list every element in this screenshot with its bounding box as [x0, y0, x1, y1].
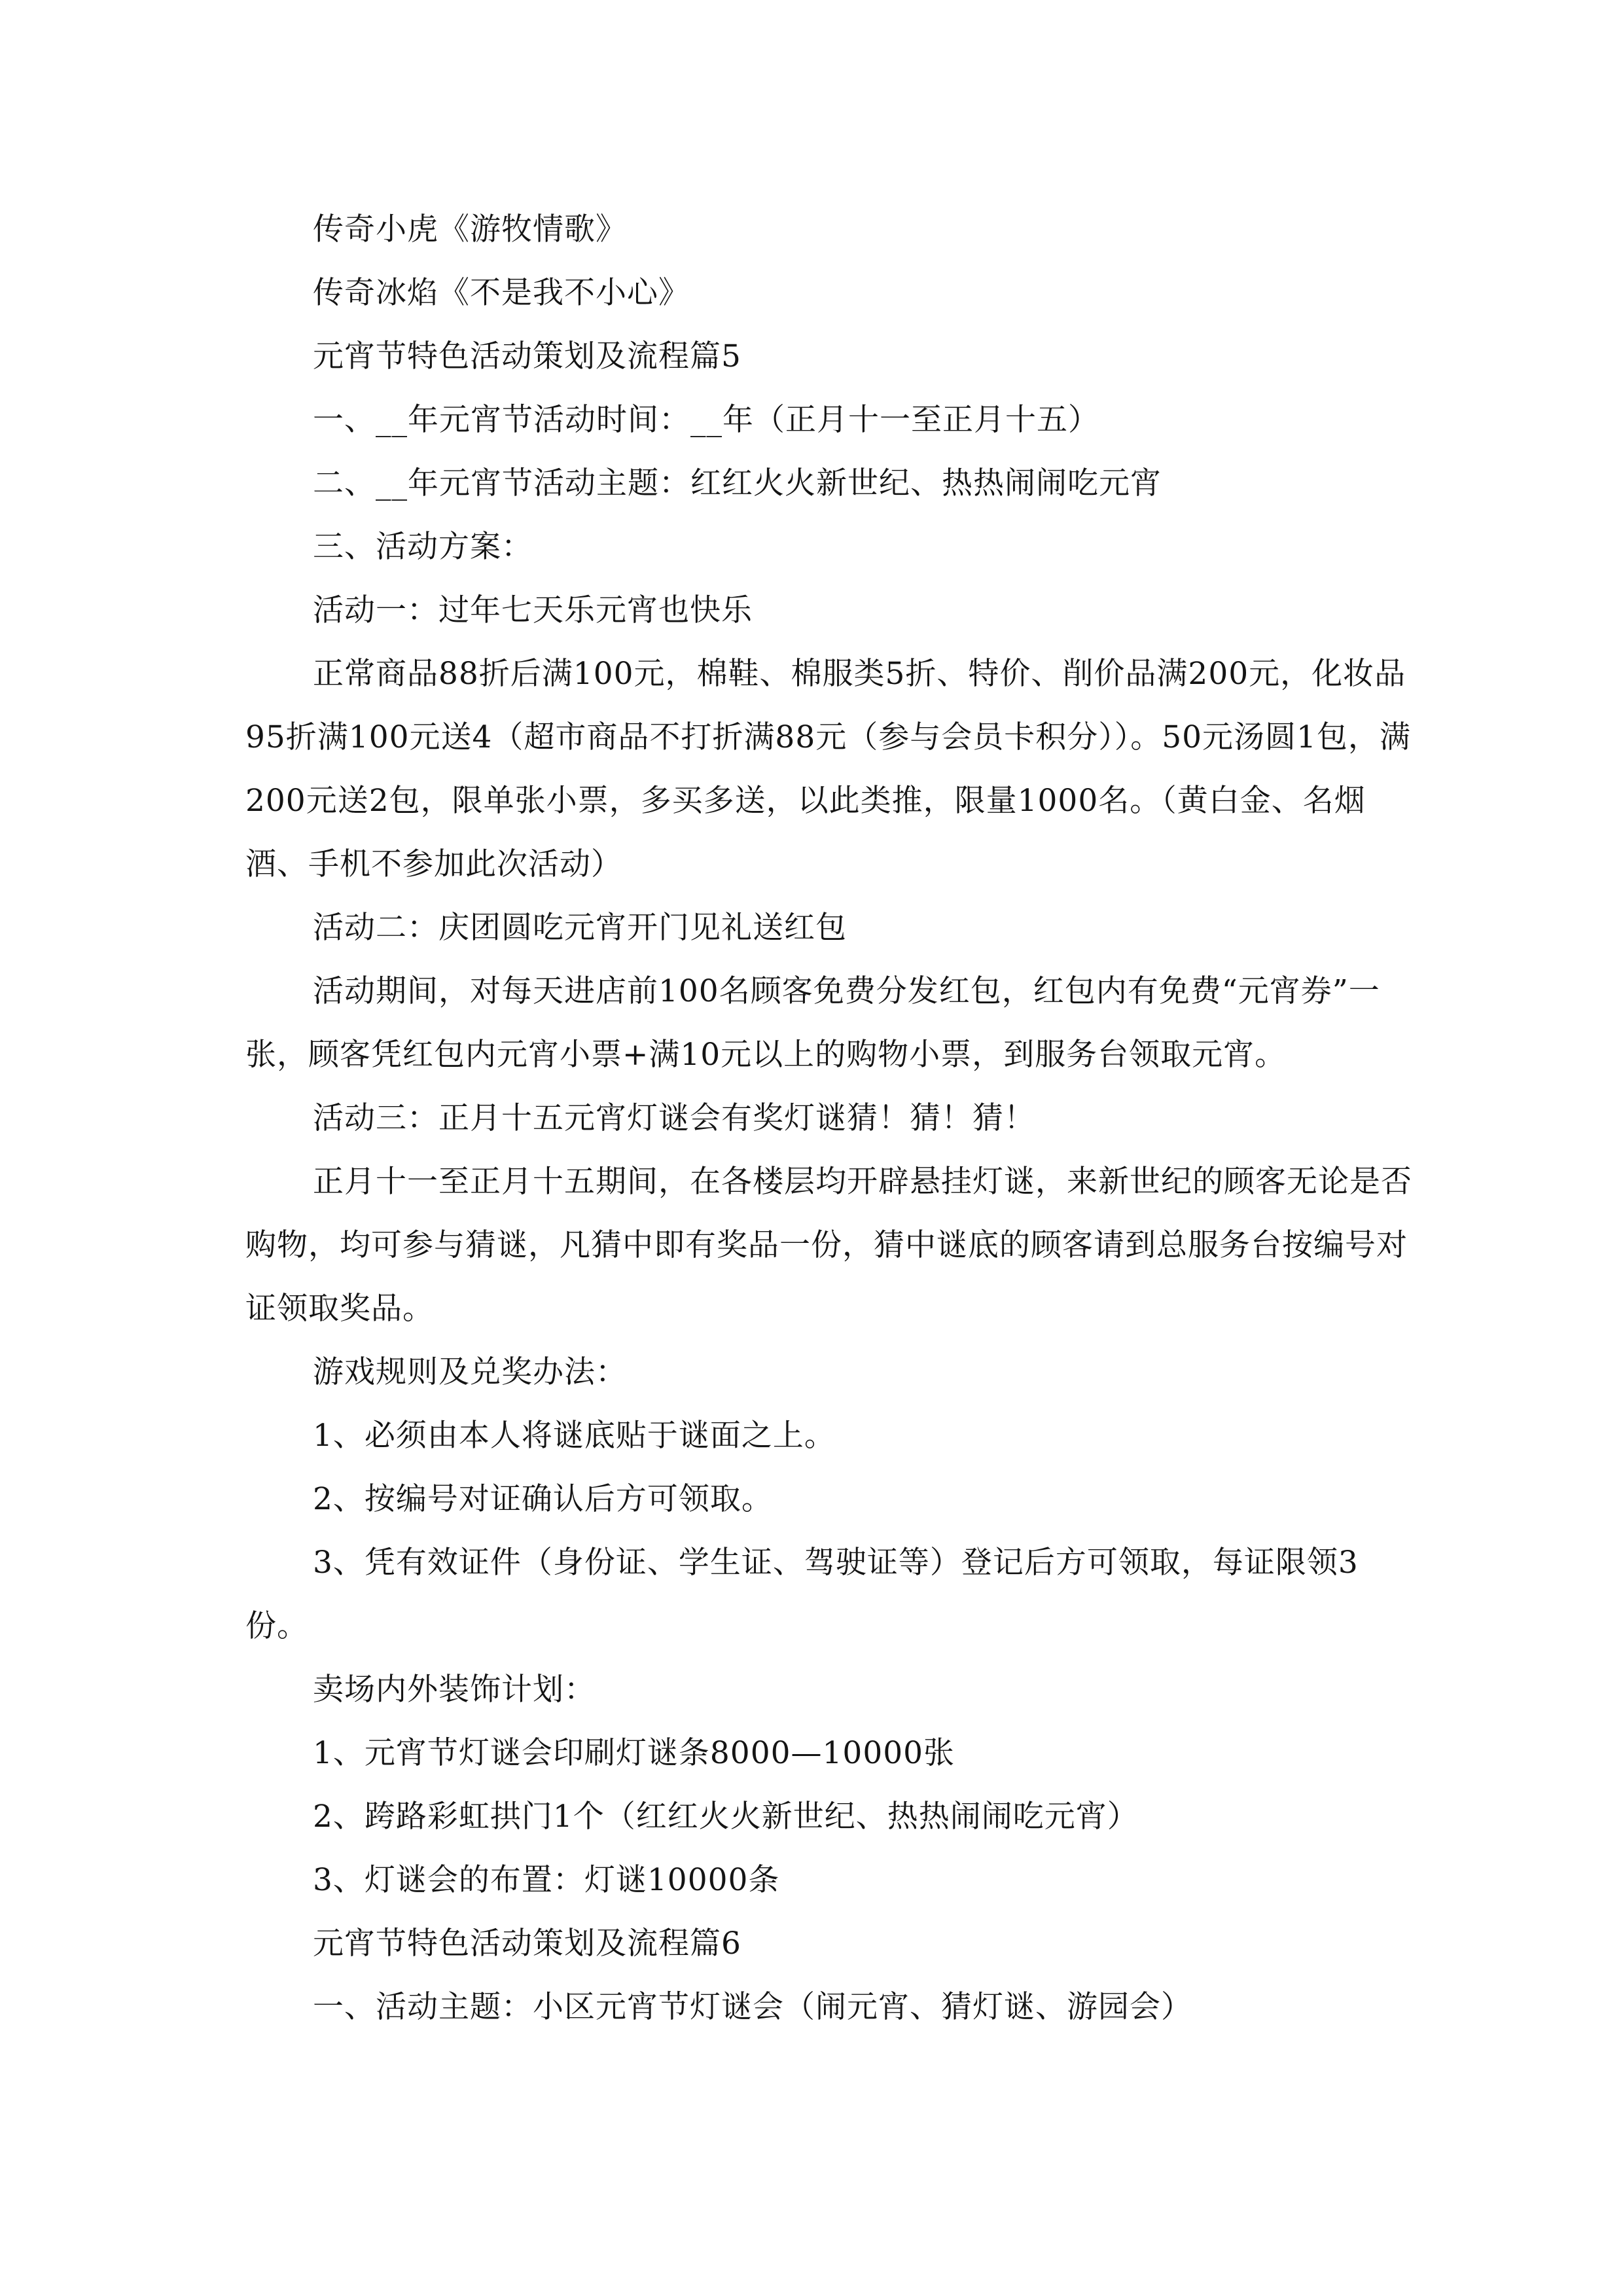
paragraph-decoration-2: 2、跨路彩虹拱门1个（红红火火新世纪、热热闹闹吃元宵）: [313, 1799, 1139, 1835]
paragraph-song-1: 传奇小虎《游牧情歌》: [313, 211, 627, 247]
paragraph-theme-6: 一、活动主题：小区元宵节灯谜会（闹元宵、猜灯谜、游园会）: [313, 1989, 1192, 2025]
paragraph-activity-three: 活动三：正月十五元宵灯谜会有奖灯谜猜！猜！猜！: [313, 1100, 1035, 1136]
paragraph-decoration-1: 1、元宵节灯谜会印刷灯谜条8000—10000张: [313, 1735, 955, 1771]
paragraph-activity-theme: 二、__年元宵节活动主题：红红火火新世纪、热热闹闹吃元宵: [313, 465, 1162, 501]
paragraph-activity-two-detail: 活动期间，对每天进店前100名顾客免费分发红包，红包内有免费“元宵券”一张，顾客凭红包内元宵小票+满10元以上的购物小票，到服务台领取元宵。: [245, 973, 1380, 1073]
paragraph-song-2: 传奇冰焰《不是我不小心》: [313, 275, 690, 311]
paragraph-decoration-plan: 卖场内外装饰计划：: [313, 1672, 596, 1708]
paragraph-game-rules: 游戏规则及兑奖办法：: [313, 1354, 627, 1390]
paragraph-activity-three-detail: 正月十一至正月十五期间，在各楼层均开辟悬挂灯谜，来新世纪的顾客无论是否购物，均可参与猜谜，凡猜中即有奖品一份，猜中谜底的顾客请到总服务台按编号对证领取奖品。: [245, 1164, 1412, 1327]
paragraph-rule-1: 1、必须由本人将谜底贴于谜面之上。: [313, 1418, 836, 1454]
paragraph-activity-time: 一、__年元宵节活动时间：__年（正月十一至正月十五）: [313, 402, 1099, 438]
paragraph-activity-plan: 三、活动方案：: [313, 529, 533, 565]
paragraph-activity-one-detail: 正常商品88折后满100元，棉鞋、棉服类5折、特价、削价品满200元，化妆品95折满100元送4（超市商品不打折满88元（参与会员卡积分））。50元汤圆1包，满200元送2包，限单张小票，多买多送，以此类推，限量1000名。（黄白金、名烟酒、手机不参加此次活动）: [245, 656, 1411, 882]
paragraph-rule-3: 3、凭有效证件（身份证、学生证、驾驶证等）登记后方可领取，每证限领3份。: [245, 1545, 1359, 1644]
paragraph-decoration-3: 3、灯谜会的布置：灯谜10000条: [313, 1862, 780, 1898]
paragraph-rule-2: 2、按编号对证确认后方可领取。: [313, 1481, 773, 1517]
section-heading-5: 元宵节特色活动策划及流程篇5: [313, 338, 741, 374]
paragraph-activity-two: 活动二：庆团圆吃元宵开门见礼送红包: [313, 910, 847, 946]
paragraph-activity-one: 活动一：过年七天乐元宵也快乐: [313, 592, 753, 628]
section-heading-6: 元宵节特色活动策划及流程篇6: [313, 1926, 741, 1962]
